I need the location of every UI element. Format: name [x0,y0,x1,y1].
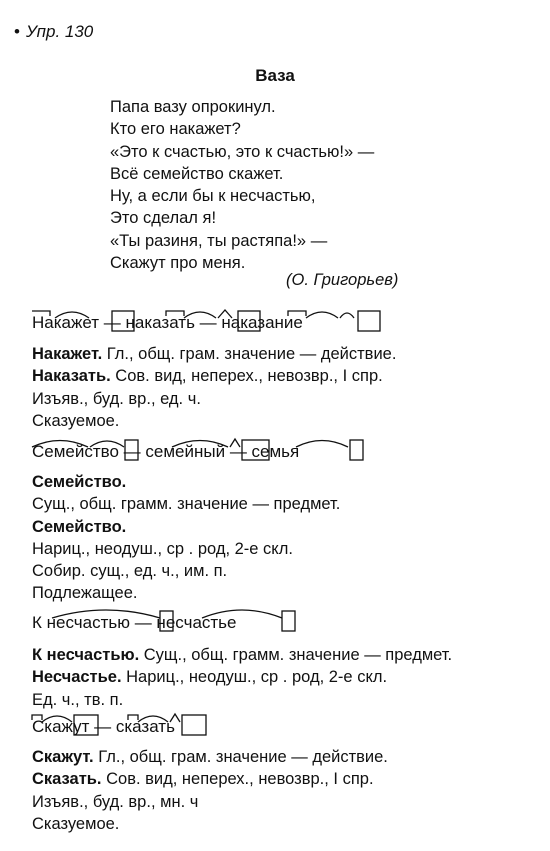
analysis-block [32,471,340,605]
poem-line: «Это к счастью, это к счастью!» — [110,142,375,161]
analysis-line: Собир. сущ., ед. ч., им. п. [32,562,228,581]
analysis-line: Наказать. Сов. вид, неперех., невозвр., I спр. [32,367,383,386]
morpheme-row-text: Накажет — наказать — наказание [32,313,303,332]
analysis-block [32,746,388,835]
analysis-line: Изъяв., буд. вр., ед. ч. [32,389,201,408]
poem-line: Ну, а если бы к несчастью, [110,187,316,206]
morpheme-row [32,606,237,632]
poem-line: Папа вазу опрокинул. [110,98,276,116]
poem-title: Ваза [255,66,295,85]
analysis-line: Семейство. [32,473,127,491]
analysis-line: Сказать. Сов. вид, неперех., невозвр., I спр. [32,770,374,789]
analysis-line: Накажет. Гл., общ. грам. значение — действие. [32,345,397,363]
poem-line: Всё семейство скажет. [110,164,284,183]
analysis-line: Сказуемое. [32,814,120,833]
analysis-line: Несчастье. Нариц., неодуш., ср . род, 2-е скл. [32,668,388,687]
analysis-line: Семейство. [32,517,127,536]
analysis-block [32,644,452,711]
analysis-line: К несчастью. Сущ., общ. грамм. значение — предмет. [32,646,453,664]
exercise-number: Упр. 130 [25,22,94,41]
poem-author: (О. Григорьев) [286,271,399,289]
poem [110,96,374,274]
morpheme-row [32,710,175,736]
analysis-block [32,343,396,432]
poem-line: Кто его накажет? [110,120,241,139]
morpheme-row-text: Скажут — сказать [32,717,175,736]
analysis-line: Скажут. Гл., общ. грам. значение — действие. [32,748,388,766]
analysis-line: Сказуемое. [32,411,120,430]
morpheme-row-text: Семейство — семейный — семья [32,442,300,461]
morpheme-row [32,435,300,461]
poem-line: Это сделал я! [110,209,217,228]
exercise-header [14,22,93,42]
analysis-line: Изъяв., буд. вр., мн. ч [32,792,199,811]
morpheme-row [32,306,303,332]
analysis-line: Нариц., неодуш., ср . род, 2-е скл. [32,539,293,558]
analysis-line: Сущ., общ. грамм. значение — предмет. [32,495,341,514]
poem-line: Скажут про меня. [110,254,246,273]
morpheme-row-text: К несчастью — несчастье [32,613,237,632]
bullet: • [14,22,20,41]
poem-line: «Ты разиня, ты растяпа!» — [110,231,328,250]
analysis-line: Ед. ч., тв. п. [32,690,124,709]
analysis-line: Подлежащее. [32,584,138,603]
